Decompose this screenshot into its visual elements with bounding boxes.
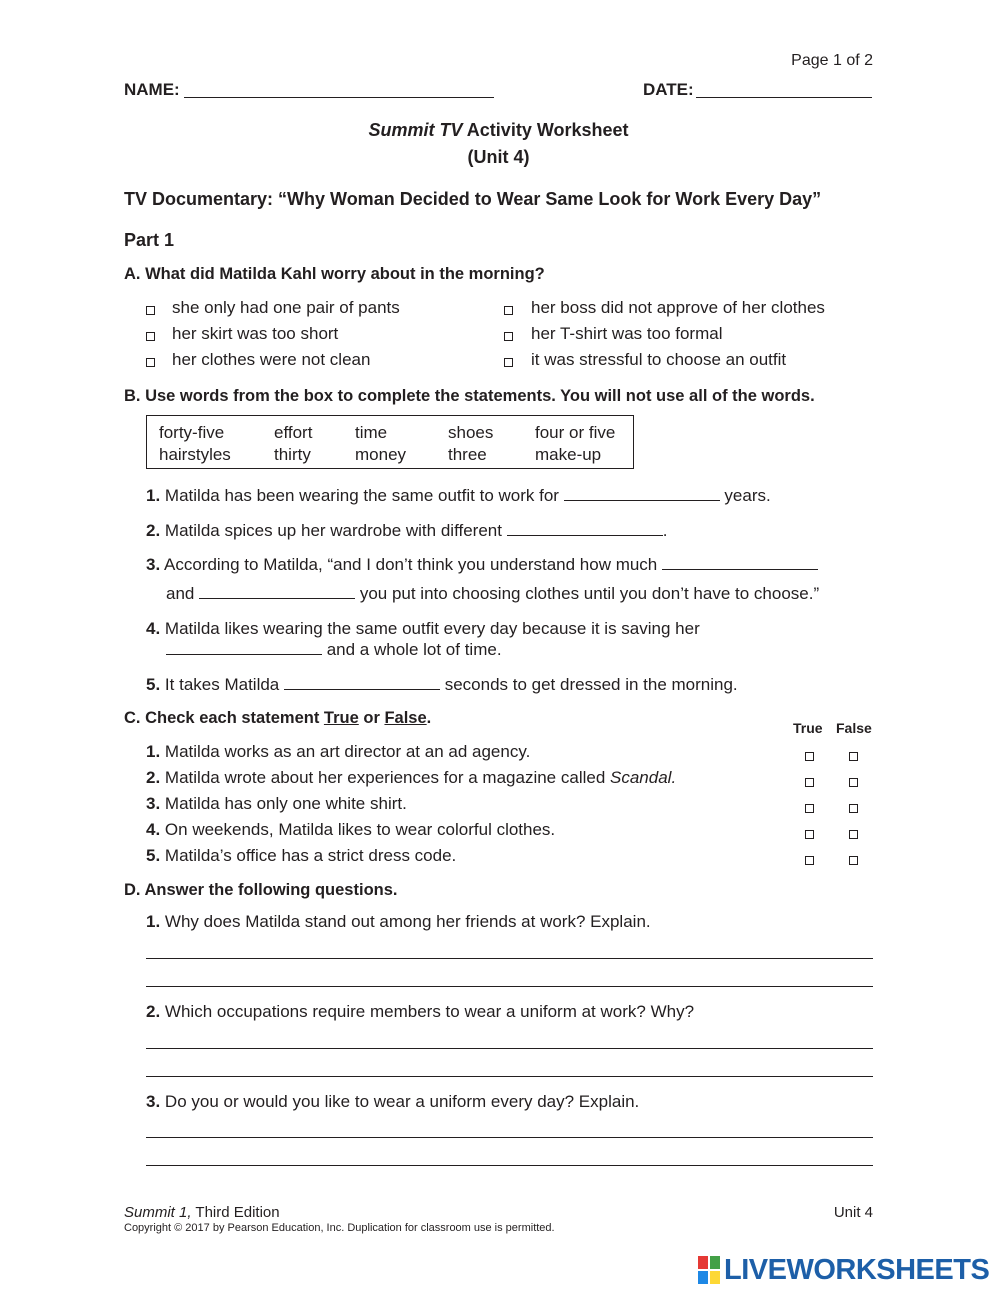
name-field-line[interactable] [184,97,494,98]
word-item: effort [274,423,313,442]
statement-text: Matilda has only one white shirt. [164,794,407,813]
word-item: thirty [274,445,311,464]
copyright-text: Copyright © 2017 by Pearson Education, Inc. Duplication for classroom use is permitted. [124,1222,555,1234]
false-word: False [384,709,427,727]
option-label: her boss did not approve of her clothes [531,298,825,317]
answer-line[interactable] [146,986,873,987]
question-2 [146,1002,694,1022]
name-label: NAME: [124,80,180,99]
answer-line[interactable] [146,1165,873,1166]
fill-item-3 [146,555,818,575]
statement-text: On weekends, Matilda likes to wear colorful clothes. [164,820,556,839]
item-text: and [166,584,200,603]
logo-text: LIVEWORKSHEETS [724,1254,990,1286]
question-1 [146,912,651,932]
item-number: 1. [146,912,161,931]
item-number: 2. [146,1002,161,1021]
edition-text: Third Edition [191,1204,280,1221]
section-a-heading: A. What did Matilda Kahl worry about in the morning? [124,265,545,283]
item-text: Matilda has been wearing the same outfit to work for [164,486,564,505]
worksheet-unit: (Unit 4) [467,147,530,167]
item-text: According to Matilda, “and I don’t think you understand how much [163,555,662,574]
fill-item-1 [146,486,771,506]
false-checkbox[interactable] [849,752,858,761]
true-column-header: True [793,720,823,736]
option-checkbox[interactable] [504,358,513,367]
answer-line[interactable] [146,1048,873,1049]
item-text: Matilda likes wearing the same outfit every day because it is saving her [164,619,700,638]
false-checkbox[interactable] [849,778,858,787]
item-number: 1. [146,486,161,505]
question-text: Which occupations require members to wear a uniform at work? Why? [164,1002,695,1021]
logo-block [710,1256,720,1269]
true-checkbox[interactable] [805,830,814,839]
documentary-title: TV Documentary: “Why Woman Decided to Wear Same Look for Work Every Day” [124,189,822,209]
option-checkbox[interactable] [146,358,155,367]
statement-text: Matilda’s office has a strict dress code. [164,846,457,865]
heading-text: C. Check each statement [124,709,324,727]
true-word: True [323,709,359,727]
option-label: her clothes were not clean [172,350,371,369]
item-number: 3. [146,794,161,813]
true-false-list [146,742,876,872]
fill-item-2 [146,521,667,541]
statement [146,768,676,788]
section-b-heading: B. Use words from the box to complete the statements. You will not use all of the words. [124,387,815,405]
statement [146,794,407,814]
statement [146,820,555,840]
statement-text: Matilda works as an art director at an ad agency. [164,742,531,761]
word-item: hairstyles [159,445,231,464]
footer-unit: Unit 4 [833,1204,873,1221]
item-text: you put into choosing clothes until you don’t have to choose.” [355,584,820,603]
item-text: It takes Matilda [164,675,284,694]
answer-line[interactable] [146,1076,873,1077]
item-number: 5. [146,846,161,865]
section-d-heading: D. Answer the following questions. [124,881,398,899]
worksheet-title [0,120,997,141]
true-checkbox[interactable] [805,856,814,865]
fill-item-4 [146,619,700,639]
word-item: forty-five [159,423,225,442]
false-checkbox[interactable] [849,856,858,865]
word-box [146,415,634,469]
section-c-heading [124,709,431,728]
answer-blank[interactable] [662,556,818,570]
word-item: three [448,445,487,464]
word-item: four or five [535,423,616,442]
item-number: 4. [146,820,161,839]
option-label: she only had one pair of pants [172,298,400,317]
item-number: 3. [146,1092,161,1111]
word-item: make-up [535,445,602,464]
part-heading: Part 1 [124,230,175,250]
fill-item-4-cont [166,640,502,660]
statement [146,742,530,762]
title-italic: Summit TV [368,120,463,140]
option-checkbox[interactable] [504,306,513,315]
fill-item-5 [146,675,738,695]
answer-line[interactable] [146,958,873,959]
answer-blank[interactable] [284,676,440,690]
section-a-options [146,298,876,378]
question-3 [146,1092,639,1112]
question-text: Do you or would you like to wear a uniform every day? Explain. [164,1092,640,1111]
book-edition [124,1204,280,1221]
answer-blank[interactable] [507,522,663,536]
word-item: shoes [448,423,494,442]
item-text: . [662,521,668,540]
answer-blank[interactable] [199,585,355,599]
option-label: her skirt was too short [172,324,339,343]
logo-block [698,1256,708,1269]
word-item: time [355,423,388,442]
false-checkbox[interactable] [849,804,858,813]
title-rest: Activity Worksheet [462,120,629,140]
name-date-row [124,80,874,102]
item-number: 1. [146,742,161,761]
item-text: Matilda spices up her wardrobe with different [164,521,507,540]
magazine-title: Scandal. [610,768,677,787]
statement [146,846,456,866]
answer-blank[interactable] [564,487,720,501]
option-label: it was stressful to choose an outfit [531,350,787,369]
option-checkbox[interactable] [146,332,155,341]
statement-text: Matilda wrote about her experiences for a magazine called [164,768,611,787]
item-number: 2. [146,768,161,787]
logo-block [710,1271,720,1284]
item-number: 2. [146,521,161,540]
item-number: 4. [146,619,161,638]
answer-line[interactable] [146,1137,873,1138]
page-number: Page 1 of 2 [791,52,873,69]
book-title: Summit 1, [124,1204,192,1221]
true-checkbox[interactable] [805,752,814,761]
date-label: DATE: [643,80,694,99]
item-text: seconds to get dressed in the morning. [439,675,738,694]
answer-blank[interactable] [166,641,322,655]
date-field-line[interactable] [696,97,872,98]
logo-blocks-icon [698,1256,720,1284]
fill-item-3-cont [166,584,819,604]
heading-text: . [426,709,432,727]
item-number: 5. [146,675,161,694]
option-checkbox[interactable] [504,332,513,341]
heading-text: or [358,709,385,727]
true-checkbox[interactable] [805,804,814,813]
question-text: Why does Matilda stand out among her friends at work? Explain. [164,912,651,931]
logo-block [698,1271,708,1284]
item-number: 3. [146,555,161,574]
option-label: her T-shirt was too formal [531,324,723,343]
item-text: and a whole lot of time. [322,640,502,659]
item-text: years. [719,486,771,505]
false-column-header: False [836,720,872,736]
true-checkbox[interactable] [805,778,814,787]
word-item: money [355,445,407,464]
false-checkbox[interactable] [849,830,858,839]
option-checkbox[interactable] [146,306,155,315]
